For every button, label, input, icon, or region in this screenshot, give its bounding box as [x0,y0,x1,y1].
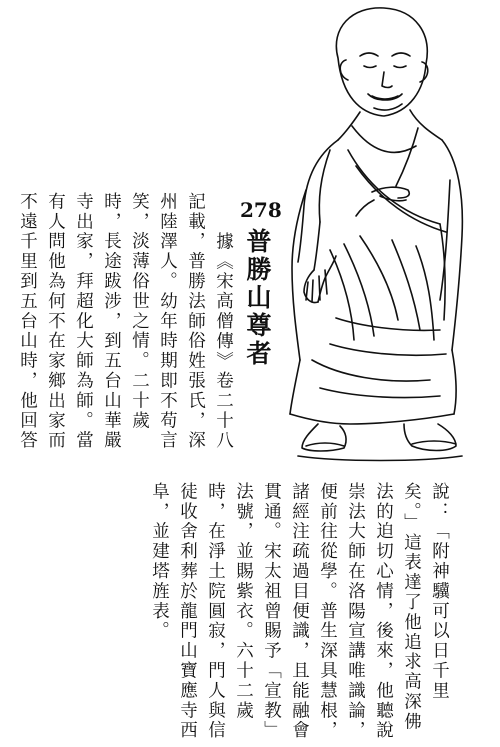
lower-column-8: 法號，並賜紫衣。六十二歲 [233,482,254,721]
upper-column-3: 州陸澤人。幼年時期即不苟言 [157,192,178,451]
upper-column-4: 笑，淡薄俗世之情。二十歲 [129,192,150,431]
lower-column-5: 便前往從學。普生深具慧根， [317,482,338,741]
lower-column-4: 崇法大師在洛陽宣講唯識論， [345,482,366,741]
entry-title: 普勝山尊者 [243,228,272,368]
upper-column-8: 不遠千里到五台山時，他回答 [17,192,38,451]
lower-column-11: 阜，並建塔旌表。 [149,482,170,642]
lower-column-9: 時，在淨土院圓寂，門人與信 [205,482,226,741]
upper-column-7: 有人問他為何不在家鄉出家而 [45,192,66,451]
upper-column-6: 寺出家，拜超化大師為師。當 [73,192,94,451]
upper-column-5: 時，長途跋涉，到五台山華嚴 [101,192,122,451]
lower-column-2: 矣。」這表達了他追求高深佛 [401,482,422,732]
lower-column-1: 說：「附神驥可以日千里 [429,482,450,701]
upper-column-2: 記載，普勝法師俗姓張氏，深 [185,192,206,451]
lower-column-7: 貫通。宋太祖曾賜予「宣教」 [261,482,282,741]
lower-column-10: 徒收舍利葬於龍門山寶應寺西 [177,482,198,741]
entry-number: 278 [240,198,282,222]
lower-column-3: 法的迫切心情，後來，他聽說 [373,482,394,741]
upper-column-1: 據《宋高僧傳》卷二十八 [213,232,234,451]
lower-column-6: 諸經注疏過目便識，且能融會 [289,482,310,741]
